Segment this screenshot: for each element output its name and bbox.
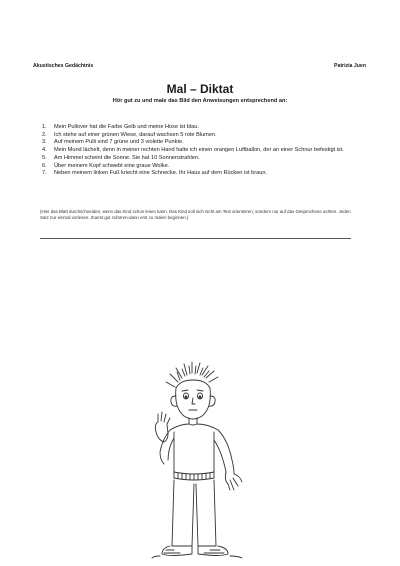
instruction-text: Neben meinem linken Fuß kriecht eine Schnecke. Ihr Haus auf dem Rücken ist braun. (54, 170, 267, 177)
teacher-note: (Hier das Blatt durchschneiden, wenn das Kind schon lesen kann. Das Kind soll sich nicht am Text orientieren, sondern nur auf das Gesprochene achten. Jeden Satz nur einmal vorlesen. Zuerst gut zuhören-dann erst zu malen beginnen.) (40, 209, 351, 220)
left-arm-waving (155, 412, 174, 464)
page-title: Mal – Diktat (166, 82, 234, 96)
instruction-text: Mein Pullover hat die Farbe Gelb und meine Hose ist blau. (54, 124, 199, 130)
instruction-item (42, 163, 362, 171)
header-subject: Akustisches Gedächtnis (33, 63, 94, 69)
instruction-text: Ich stehe auf einer grünen Wiese, darauf wachsen 5 rote Blumen. (54, 131, 217, 138)
instruction-item (42, 132, 362, 140)
instruction-number: 5. (42, 154, 47, 161)
pullover (170, 424, 218, 480)
instruction-number: 7. (42, 170, 47, 177)
hair-spikes (166, 362, 218, 387)
instruction-number: 2. (42, 131, 47, 138)
instruction-item (42, 147, 362, 155)
instruction-item (42, 139, 362, 147)
instruction-list (42, 124, 362, 178)
instruction-text: Mein Mund lächelt, denn in meiner rechten Hand halte ich einen orangen Luftballon, der an einer Schnur befestigt ist. (54, 147, 344, 154)
header-author: Patrizia Juen (333, 63, 366, 69)
shoes (152, 546, 242, 558)
instruction-text: Am Himmel scheint die Sonne. Sie hat 10 Sonnenstrahlen. (54, 154, 200, 161)
head (171, 380, 215, 419)
instruction-number: 1. (42, 124, 47, 130)
boy-outline-illustration (140, 360, 270, 560)
right-arm (214, 430, 242, 490)
page-subtitle: Hör gut zu und male das Bild den Anweisungen entsprechend an: (112, 98, 288, 104)
instruction-number: 4. (42, 147, 47, 154)
instruction-number: 6. (42, 162, 47, 169)
instruction-text: Auf meinem Pulli sind 7 grüne und 3 violette Punkte. (54, 139, 184, 146)
instruction-text: Über meinem Kopf schwebt eine graue Wolke. (54, 162, 170, 169)
boy-drawing (140, 360, 270, 560)
instruction-item (42, 155, 362, 163)
cut-line (40, 238, 351, 239)
instruction-item (42, 170, 362, 178)
instruction-number: 3. (42, 139, 47, 146)
instruction-item (42, 124, 362, 132)
trousers (172, 480, 216, 546)
